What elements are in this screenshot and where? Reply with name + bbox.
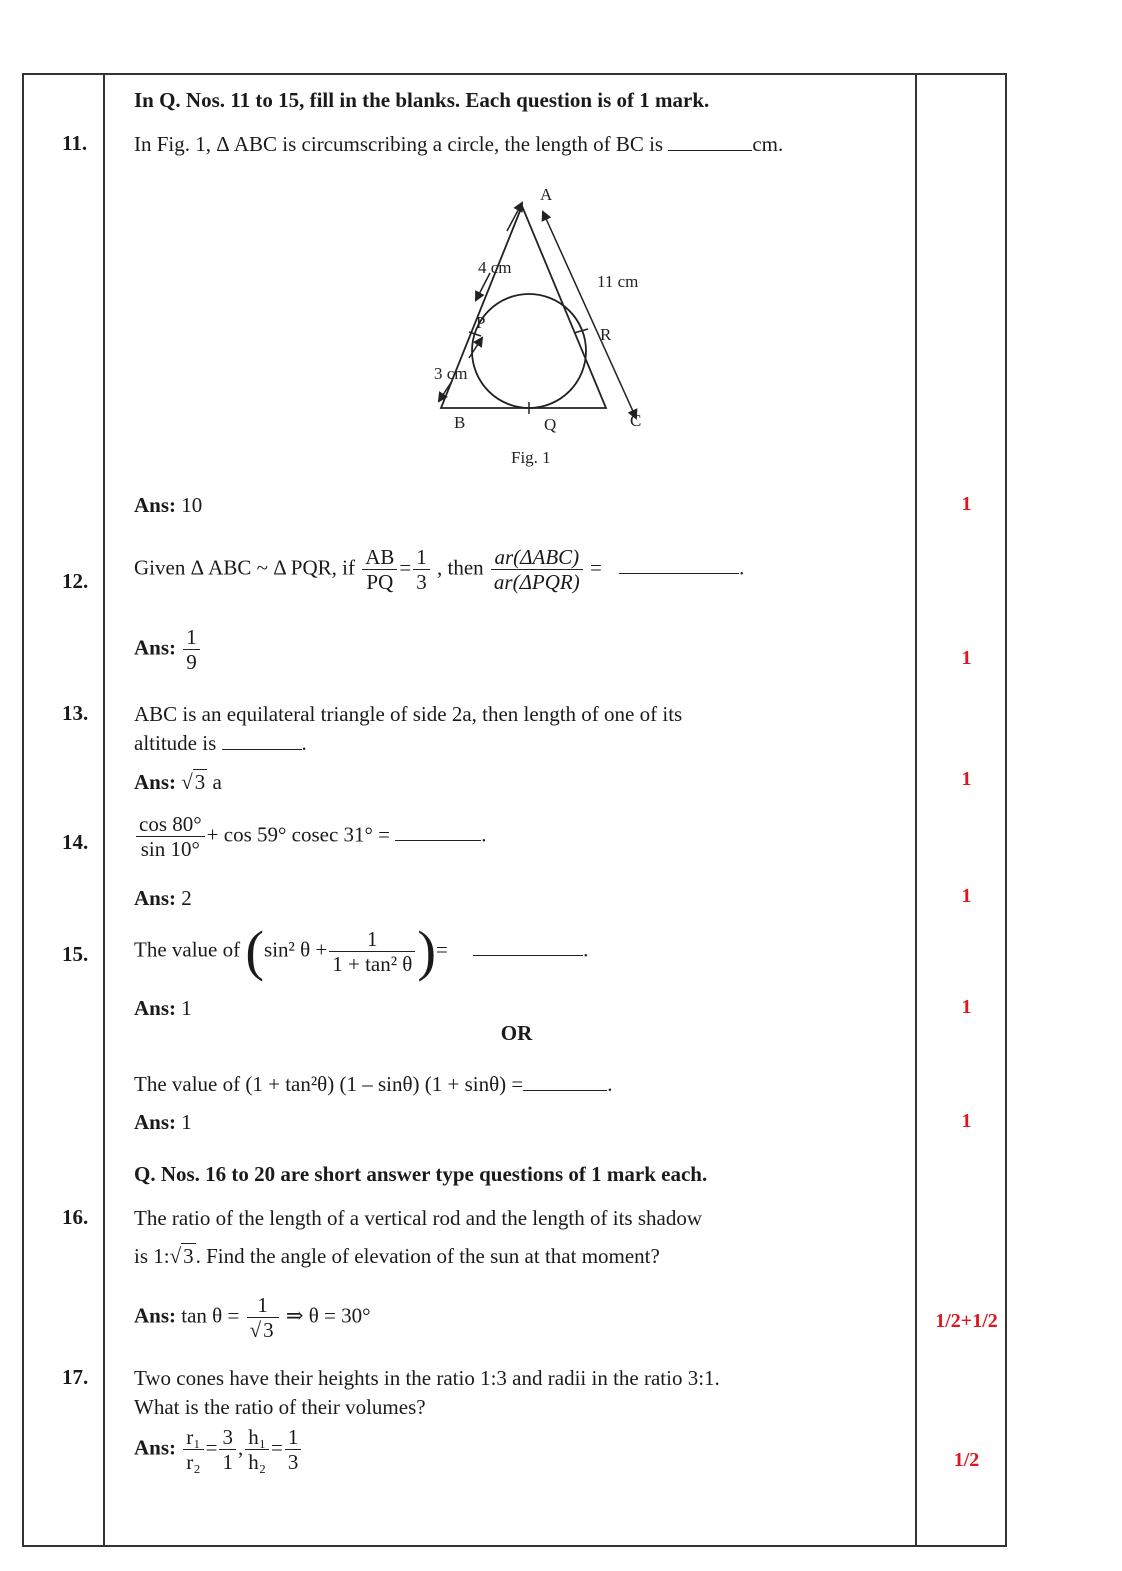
mark-14: 1: [961, 885, 972, 907]
sqrt-symbol: √3: [169, 1244, 194, 1268]
fraction-h1-h2: $\frac{\text{h₁}}{\text{h₂}}$: [245, 1425, 269, 1474]
figure-caption: Fig. 1: [511, 448, 551, 467]
answer-label: Ans:: [134, 770, 177, 794]
question-number-13: 13.: [62, 701, 89, 725]
answer-12-fraction: $\frac{1}{9}$: [183, 625, 200, 674]
figure-1-triangle: [394, 180, 674, 470]
answer-13: Ans: √3 a: [134, 767, 222, 797]
fraction-1-over-root3: $\frac{1}{√3}$: [247, 1293, 279, 1342]
fraction-r1-r2: $\frac{\text{r₁}}{\text{r₂}}$: [183, 1425, 203, 1474]
question-11-text-b: cm.: [752, 132, 784, 156]
fraction-area-ratio: $\frac{\text{ar(ΔABC)}}{\text{ar(ΔPQR)}}$: [491, 545, 583, 594]
answer-label: Ans:: [134, 886, 177, 910]
question-12-given: Given Δ ABC ~ Δ PQR, if: [134, 555, 355, 580]
arrow-4cm-down: [476, 273, 490, 300]
vertex-label-b: B: [454, 413, 466, 432]
question-16-line1: The ratio of the length of a vertical rod and the length of its shadow: [134, 1206, 702, 1230]
answer-14: Ans: 2: [134, 886, 192, 910]
question-number-12: 12.: [62, 569, 89, 593]
answer-16: Ans: tan θ = $\frac{1}{√3}$ ⇒ θ = 30°: [134, 1293, 371, 1342]
fraction-3-1: $\frac{3}{1}$: [219, 1425, 236, 1474]
mark-12: 1: [961, 647, 972, 669]
answer-11-value: 10: [181, 493, 203, 517]
answer-blank: [619, 555, 739, 574]
answer-15-alternate: Ans: 1: [134, 1110, 192, 1134]
length-label-3cm: 3 cm: [434, 364, 468, 383]
question-17-line1: Two cones have their heights in the ratio 1:3 and radii in the ratio 3:1.: [134, 1366, 720, 1390]
fraction-1-3: $\frac{1}{3}$: [285, 1425, 302, 1474]
arrow-11cm: [543, 212, 639, 418]
question-13-line2: altitude is .: [134, 731, 307, 755]
mark-15: 1: [961, 996, 972, 1018]
length-label-4cm: 4 cm: [478, 258, 512, 277]
fraction-ab-pq: $\frac{AB}{PQ}$: [362, 545, 397, 594]
question-11-text-a: In Fig. 1, Δ ABC is circumscribing a circle, the length of BC is: [134, 132, 664, 156]
vertex-label-c: C: [630, 411, 642, 430]
point-label-r: R: [600, 325, 612, 344]
question-14-text: $\frac{\cos 80^\circ}{\sin 10^\circ}$ + cos 59° cosec 31° = .: [134, 812, 487, 861]
section-header-fill-blanks: In Q. Nos. 11 to 15, fill in the blanks. Each question is of 1 mark.: [134, 88, 710, 112]
point-label-q: Q: [544, 415, 557, 434]
question-number-14: 14.: [62, 830, 89, 854]
answer-label: Ans:: [134, 635, 177, 660]
incircle: [472, 294, 586, 408]
question-17-line2: What is the ratio of their volumes?: [134, 1395, 426, 1419]
answer-blank: [395, 822, 481, 841]
question-11-text: [134, 129, 783, 159]
question-15-text: The value of (sin² θ + $\frac{1}{\text{1 + tan² θ}}$ )= .: [134, 920, 589, 983]
answer-11: [134, 490, 202, 520]
fraction-1-over-1-plus-tan2: $\frac{1}{\text{1 + tan² θ}}$: [329, 927, 415, 976]
answer-blank: [473, 937, 583, 956]
question-16-line2: is 1:√3. Find the angle of elevation of the sun at that moment?: [134, 1241, 660, 1271]
answer-blank: [523, 1072, 607, 1091]
question-number-11: 11.: [62, 131, 88, 155]
or-separator: OR: [500, 1021, 533, 1045]
mark-15-alternate: 1: [961, 1110, 972, 1132]
answer-12: [134, 625, 202, 674]
arrow-3cm-up: [469, 338, 482, 358]
answer-blank: [222, 731, 302, 750]
sqrt-symbol: √3: [181, 770, 206, 794]
mark-17: 1/2: [953, 1449, 980, 1471]
question-number-16: 16.: [62, 1205, 89, 1229]
answer-17: Ans: $\frac{\text{r₁}}{\text{r₂}}$ = $\frac{3}{1}$ , $\frac{\text{h₁}}{\text{h₂}}$ = $\frac{1}{3}$: [134, 1425, 303, 1474]
point-label-p: P: [476, 313, 486, 332]
length-label-11cm: 11 cm: [597, 272, 639, 291]
fraction-cos80-sin10: $\frac{\cos 80^\circ}{\sin 10^\circ}$: [136, 812, 205, 861]
question-number-15: 15.: [62, 942, 89, 966]
question-12-text: Given Δ ABC ~ Δ PQR, if $\frac{AB}{PQ}$ = $\frac{1}{3}$ , then $\frac{\text{ar(ΔABC)}}{\text{ar(ΔPQR)}}$ = .: [134, 545, 745, 594]
column-divider-left: [103, 75, 105, 1545]
answer-15: Ans: 1: [134, 996, 192, 1020]
question-12-then: , then: [437, 555, 484, 580]
answer-label: Ans:: [134, 996, 177, 1020]
mark-16: 1/2+1/2: [935, 1310, 998, 1332]
mark-13: 1: [961, 768, 972, 790]
question-number-17: 17.: [62, 1365, 89, 1389]
question-15-alternate: The value of (1 + tan²θ) (1 – sinθ) (1 + sinθ) = .: [134, 1072, 613, 1096]
vertex-label-a: A: [540, 185, 553, 204]
section-header-short-answer: Q. Nos. 16 to 20 are short answer type questions of 1 mark each.: [134, 1162, 708, 1186]
answer-label: Ans:: [134, 493, 177, 517]
answer-key-table: [22, 73, 1007, 1547]
answer-label: Ans:: [134, 1110, 177, 1134]
answer-blank: [668, 132, 752, 151]
answer-label: Ans:: [134, 1435, 177, 1460]
mark-11: 1: [961, 493, 972, 515]
answer-label: Ans:: [134, 1303, 177, 1328]
question-13-line1: ABC is an equilateral triangle of side 2a, then length of one of its: [134, 702, 683, 726]
fraction-1-3: $\frac{1}{3}$: [413, 545, 430, 594]
column-divider-right: [915, 75, 917, 1545]
